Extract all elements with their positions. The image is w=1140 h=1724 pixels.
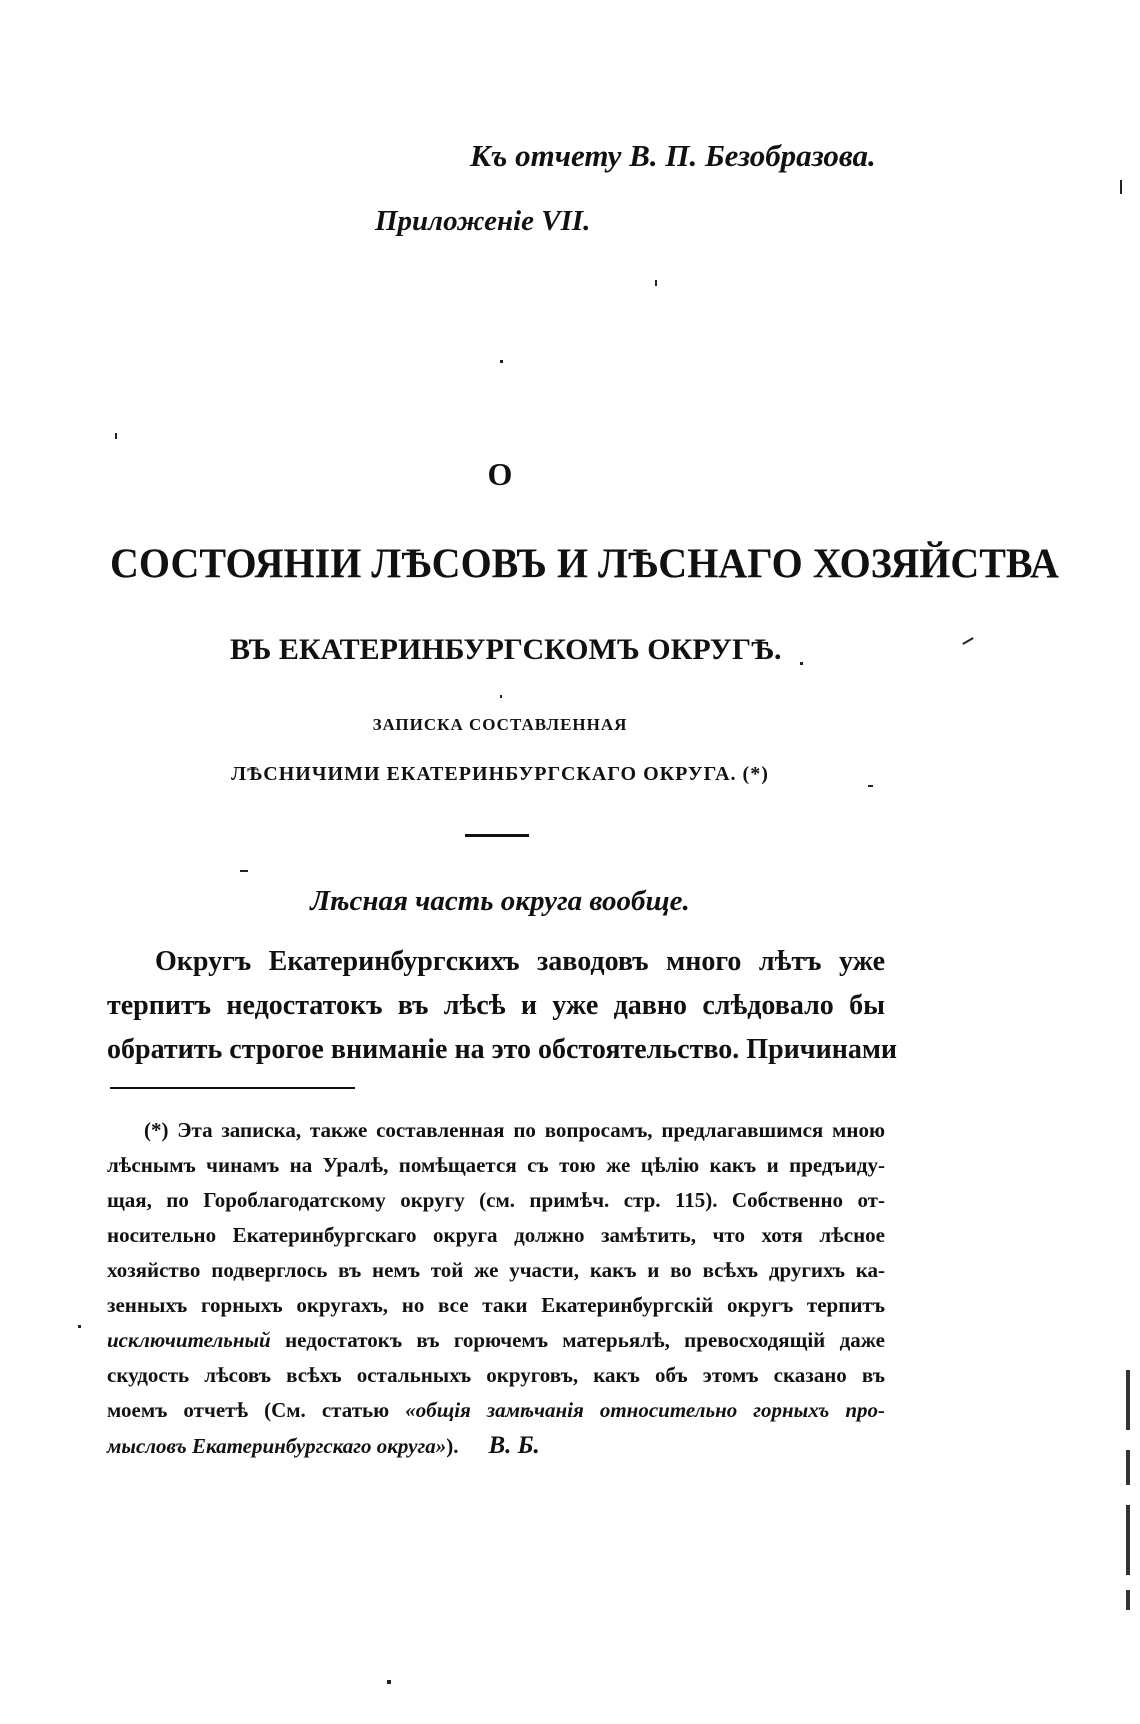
page-edge-mark [1126,1505,1130,1575]
footnote-emphasis: мысловъ Екатеринбургскаго округа» [107,1434,447,1458]
scan-speck [962,637,973,645]
body-line: Округъ Екатеринбургскихъ заводовъ много лѣтъ уже [155,946,885,977]
scan-speck [240,870,248,872]
footnote-line: хозяйство подверглось въ немъ той же участи, какъ и во всѣхъ другихъ ка- [107,1258,885,1282]
page-subtitle: ВЪ ЕКАТЕРИНБУРГСКОМЪ ОКРУГѢ. [230,633,782,666]
body-line: обратить строгое вниманіе на это обстоятельство. Причинами [107,1034,898,1065]
footnote-line: лѣснымъ чинамъ на Уралѣ, помѣщается съ тою же цѣлію какъ и предъиду- [107,1153,885,1177]
page-edge-mark [1126,1370,1130,1430]
footnote-line: носительно Екатеринбургскаго округа должно замѣтить, что хотя лѣсное [107,1223,885,1247]
scan-speck [78,1325,81,1328]
footnote-divider [110,1087,355,1089]
page-title: СОСТОЯНІИ ЛѢСОВЪ И ЛѢСНАГО ХОЗЯЙСТВА [110,539,1059,588]
scan-speck [800,662,803,665]
footnote-line: щая, по Гороблагодатскому округу (см. примѣч. стр. 115). Собственно от- [107,1188,885,1212]
footnote-line [107,1323,885,1358]
footnote-line: скудость лѣсовъ всѣхъ остальныхъ округовъ, какъ объ этомъ сказано въ [107,1363,885,1387]
footnote-line [107,1393,885,1428]
source-reference: Къ отчету В. П. Безобразова. [470,138,876,173]
footnote-emphasis: исключительный [107,1328,271,1352]
note-authors: ЛѢСНИЧИМИ ЕКАТЕРИНБУРГСКАГО ОКРУГА. (*) [231,763,769,785]
title-divider [465,834,529,837]
footnote [107,1113,885,1464]
scan-speck [500,695,502,698]
appendix-label: Приложеніе VII. [375,205,591,237]
footnote-text: ). [446,1434,459,1458]
scan-speck [1120,180,1122,194]
note-caption: ЗАПИСКА СОСТАВЛЕННАЯ [372,715,628,734]
scan-speck [868,785,873,787]
footnote-line [107,1428,885,1464]
footnote-line: (*) Эта записка, также составленная по вопросамъ, предлагавшимся мною [144,1118,885,1142]
scan-speck [115,433,117,439]
section-heading: Лѣсная часть округа вообще. [310,885,690,917]
body-line: терпитъ недостатокъ въ лѣсѣ и уже давно слѣдовало бы [107,990,885,1021]
scan-speck [500,360,503,363]
body-paragraph [107,940,898,1072]
scan-speck [387,1680,391,1684]
footnote-emphasis: «общія замѣчанія относительно горныхъ про- [405,1398,886,1422]
footnote-text: моемъ отчетѣ (См. статью [107,1398,406,1422]
page-edge-mark [1126,1450,1130,1485]
footnote-text: недостатокъ въ горючемъ матерьялѣ, превосходящій даже [285,1328,885,1352]
footnote-signature: В. Б. [488,1432,540,1459]
page-edge-mark [1126,1590,1130,1610]
scan-speck [655,280,657,286]
footnote-line: зенныхъ горныхъ округахъ, но все таки Екатеринбургскій округъ терпитъ [107,1293,885,1317]
title-preposition: О [487,456,513,492]
